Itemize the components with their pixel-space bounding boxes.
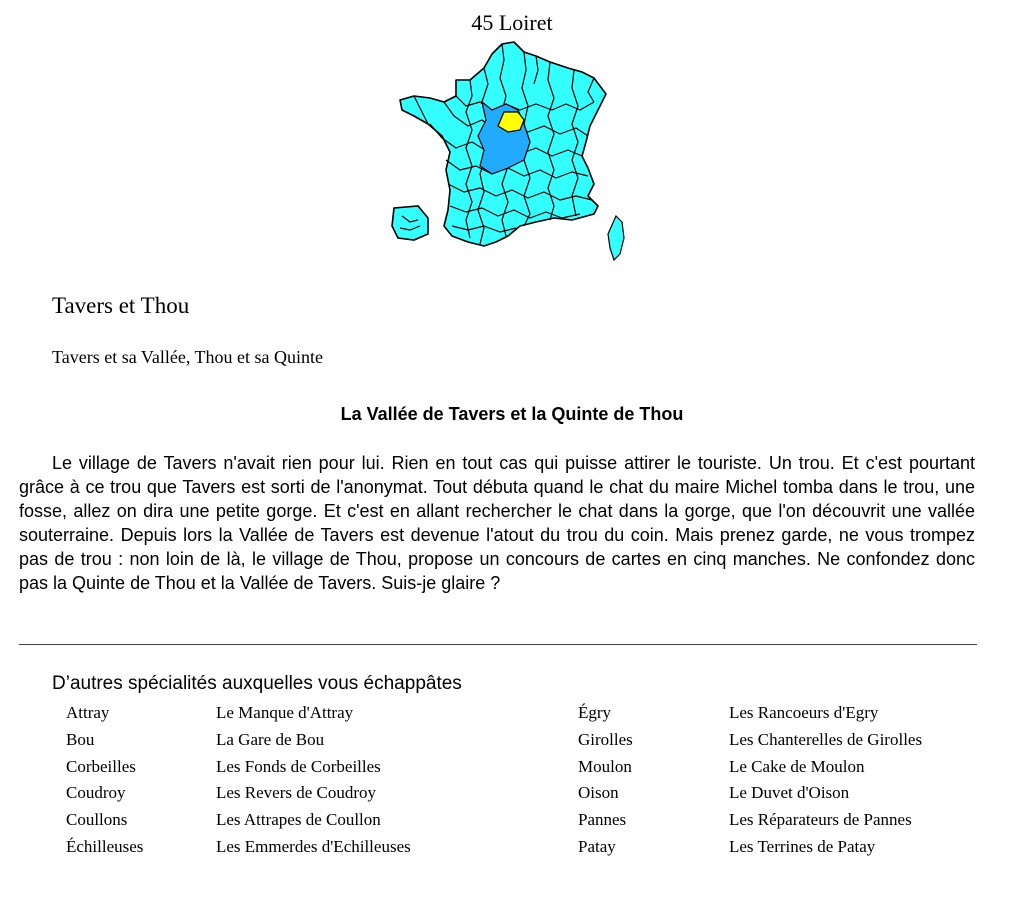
specialties-heading: D’autres spécialités auxquelles vous échappâtes [52, 673, 462, 694]
table-row [66, 833, 411, 860]
divider [19, 644, 977, 645]
france-map [384, 40, 640, 264]
place-name: Pannes [578, 810, 627, 830]
specialty-name: Les Chanterelles de Girolles [729, 730, 923, 750]
specialty-name: Les Rancoeurs d'Egry [729, 703, 879, 723]
place-name: Patay [578, 836, 616, 856]
specialty-name: Le Duvet d'Oison [729, 783, 850, 803]
table-row [578, 727, 922, 754]
specialty-name: Les Attrapes de Coullon [216, 810, 381, 830]
table-row [66, 727, 411, 754]
table-row [66, 780, 411, 807]
specialties-table-left [66, 700, 411, 860]
place-name: Bou [66, 730, 95, 750]
place-name: Échilleuses [66, 836, 144, 856]
place-name: Moulon [578, 756, 632, 776]
table-row [578, 833, 922, 860]
specialty-name: Les Revers de Coudroy [216, 783, 377, 803]
place-name: Coudroy [66, 783, 126, 803]
place-name: Girolles [578, 730, 633, 750]
section-subtitle: Tavers et sa Vallée, Thou et sa Quinte [52, 347, 323, 367]
place-name: Attray [66, 703, 110, 723]
article-body: Le village de Tavers n'avait rien pour lui. Rien en tout cas qui puisse attirer le touriste. Un trou. Et c'est pourtant grâce à ce trou que Tavers est sorti de l'anonymat. Tout débuta quand le chat du maire Michel tomba dans le trou, une fosse, allez on dira une petite gorge. Et c'est en allant rechercher le chat dans la gorge, que l'on découvrit une vallée souterraine. Depuis lors la Vallée de Tavers est devenue l'atout du trou du coin. Mais prenez garde, ne vous trompez pas de trou : non loin de là, le village de Thou, propose un concours de cartes en cinq manches. Ne confondez donc pas la Quinte de Thou et la Vallée de Tavers. Suis-je glaire ? [19, 453, 975, 593]
specialty-name: Le Manque d'Attray [216, 703, 354, 723]
table-row [578, 780, 922, 807]
specialty-name: Les Terrines de Patay [729, 836, 876, 856]
table-row [578, 700, 922, 727]
overseas-inset [392, 206, 428, 240]
place-name: Corbeilles [66, 756, 136, 776]
specialty-name: Les Réparateurs de Pannes [729, 810, 912, 830]
page-title: 45 Loiret [471, 10, 553, 35]
table-row [66, 807, 411, 834]
specialty-name: Les Emmerdes d'Echilleuses [216, 836, 411, 856]
table-row [66, 753, 411, 780]
specialty-name: Le Cake de Moulon [729, 756, 865, 776]
section-title: Tavers et Thou [52, 293, 190, 318]
table-row [66, 700, 411, 727]
specialty-name: La Gare de Bou [216, 730, 325, 750]
place-name: Oison [578, 783, 619, 803]
table-row [578, 807, 922, 834]
table-row [578, 753, 922, 780]
place-name: Coullons [66, 810, 128, 830]
article-heading: La Vallée de Tavers et la Quinte de Thou [340, 404, 684, 424]
corsica-shape [608, 216, 624, 260]
specialty-name: Les Fonds de Corbeilles [216, 756, 381, 776]
specialties-table-right [578, 700, 922, 860]
place-name: Égry [578, 703, 612, 723]
france-map-graphic [384, 40, 640, 264]
